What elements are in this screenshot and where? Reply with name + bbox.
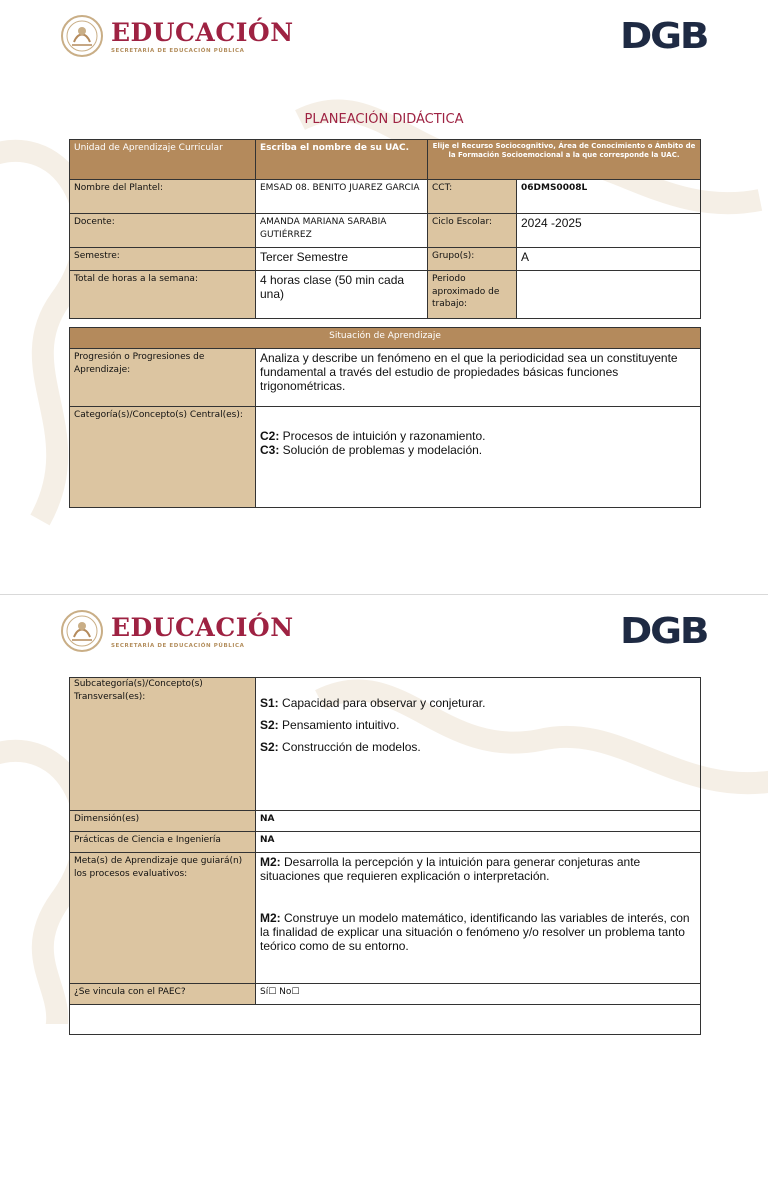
general-info-table	[69, 139, 701, 319]
grupo-value[interactable]: A	[517, 248, 701, 271]
cct-value[interactable]: 06DMS0008L	[517, 180, 701, 214]
situacion-header: Situación de Aprendizaje	[70, 328, 701, 349]
grupo-label: Grupo(s):	[428, 248, 517, 271]
cct-label: CCT:	[428, 180, 517, 214]
paec-label: ¿Se vincula con el PAEC?	[70, 984, 256, 1005]
meta-item-1: M2: Desarrolla la percepción y la intuición para generar conjeturas ante situaciones que requieren explicación o interpretación.	[260, 855, 641, 883]
national-seal-icon	[60, 609, 104, 653]
uac-value[interactable]: Escriba el nombre de su UAC.	[256, 140, 428, 180]
progresion-label: Progresión o Progresiones de Aprendizaje:	[70, 349, 256, 407]
situacion-table	[69, 327, 701, 508]
logo-title: EDUCACIÓN	[111, 612, 294, 642]
national-seal-icon	[60, 14, 104, 58]
categoria-item-c2: C2: Procesos de intuición y razonamiento.	[260, 429, 486, 443]
metas-value[interactable]	[256, 853, 701, 984]
dgb-logo: DGB	[620, 16, 708, 57]
plantel-label: Nombre del Plantel:	[70, 180, 256, 214]
periodo-label: Periodo aproximado de trabajo:	[428, 271, 517, 319]
document-page-1	[0, 0, 768, 594]
empty-row	[70, 1005, 701, 1035]
semestre-label: Semestre:	[70, 248, 256, 271]
logo-subtitle: SECRETARÍA DE EDUCACIÓN PÚBLICA	[111, 642, 245, 649]
dimension-value[interactable]: NA	[256, 811, 701, 832]
dimension-label: Dimensión(es)	[70, 811, 256, 832]
page-separator	[0, 594, 768, 595]
document-page-2	[0, 595, 768, 1189]
page2-table	[69, 677, 701, 1035]
ciclo-label: Ciclo Escolar:	[428, 214, 517, 248]
subcategoria-item-s2a: S2: Pensamiento intuitivo.	[260, 718, 400, 732]
uac-label: Unidad de Aprendizaje Curricular	[70, 140, 256, 180]
subcategoria-value[interactable]	[256, 678, 701, 811]
semestre-value[interactable]: Tercer Semestre	[256, 248, 428, 271]
meta-item-2: M2: Construye un modelo matemático, identificando las variables de interés, con la finalidad de explicar una situación o fenómeno y/o resolver un problema tanto teórico como de su entorno.	[260, 911, 690, 953]
horas-value[interactable]: 4 horas clase (50 min cada una)	[256, 271, 428, 319]
docente-label: Docente:	[70, 214, 256, 248]
document-title: PLANEACIÓN DIDÁCTICA	[304, 112, 464, 127]
practicas-value[interactable]: NA	[256, 832, 701, 853]
practicas-label: Prácticas de Ciencia e Ingeniería	[70, 832, 256, 853]
recurso-instruction[interactable]: Elije el Recurso Sociocognitivo, Área de Conocimiento o Ámbito de la Formación Socioemocional a la que corresponde la UAC.	[428, 140, 701, 180]
categoria-label: Categoría(s)/Concepto(s) Central(es):	[70, 407, 256, 508]
metas-label: Meta(s) de Aprendizaje que guiará(n) los procesos evaluativos:	[70, 853, 256, 984]
logo-subtitle: SECRETARÍA DE EDUCACIÓN PÚBLICA	[111, 47, 245, 54]
subcategoria-item-s2b: S2: Construcción de modelos.	[260, 740, 421, 754]
plantel-value[interactable]: EMSAD 08. BENITO JUAREZ GARCIA	[256, 180, 428, 214]
subcategoria-label: Subcategoría(s)/Concepto(s) Transversal(es):	[70, 678, 256, 811]
dgb-logo: DGB	[620, 611, 708, 652]
sep-logo	[60, 14, 294, 58]
horas-label: Total de horas a la semana:	[70, 271, 256, 319]
progresion-value[interactable]: Analiza y describe un fenómeno en el que la periodicidad sea un constituyente fundamental a través del estudio de propiedades básicas funciones trigonométricas.	[256, 349, 701, 407]
docente-value[interactable]: AMANDA MARIANA SARABIA GUTIÉRREZ	[256, 214, 428, 248]
sep-logo	[60, 609, 294, 653]
periodo-value[interactable]	[517, 271, 701, 319]
paec-value[interactable]: Sí☐ No☐	[256, 984, 701, 1005]
logo-title: EDUCACIÓN	[111, 17, 294, 47]
categoria-value[interactable]	[256, 407, 701, 508]
subcategoria-item-s1: S1: Capacidad para observar y conjeturar.	[260, 696, 486, 710]
categoria-item-c3: C3: Solución de problemas y modelación.	[260, 443, 483, 457]
ciclo-value[interactable]: 2024 -2025	[517, 214, 701, 248]
